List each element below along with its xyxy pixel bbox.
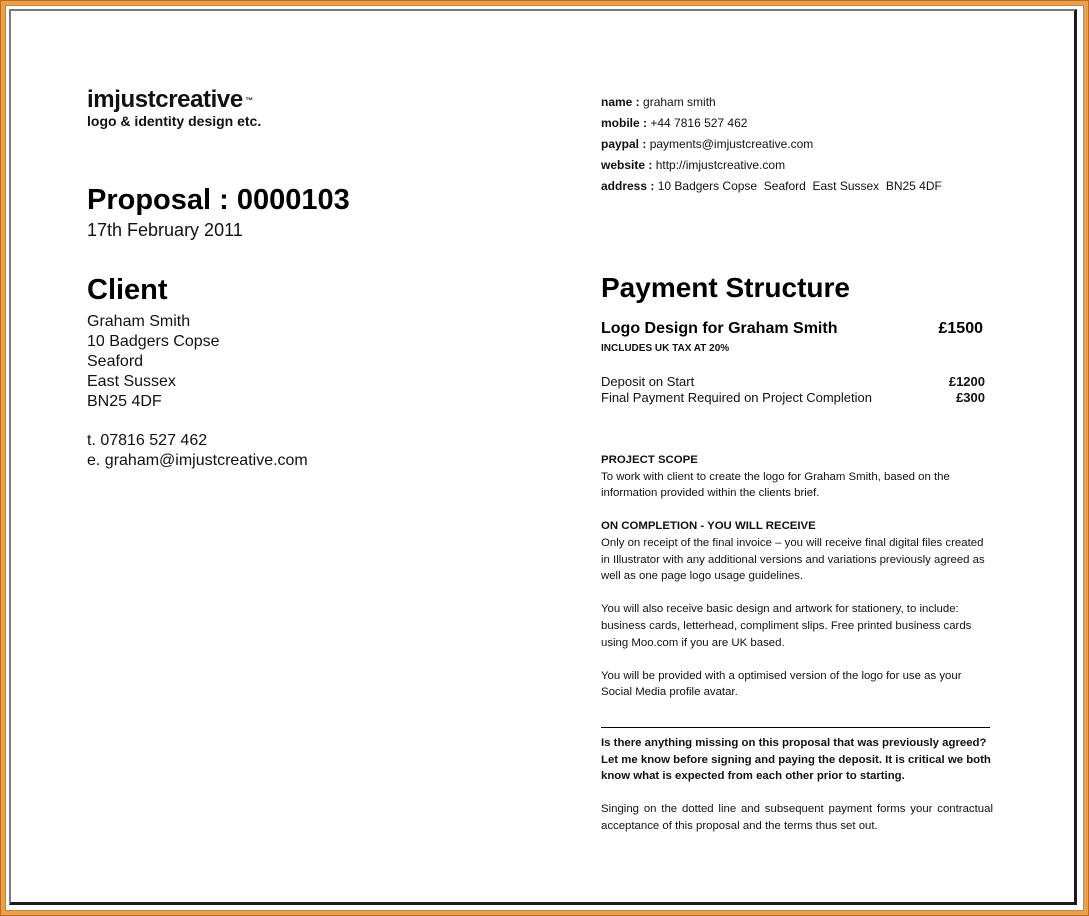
notice-section (601, 735, 993, 835)
contact-key: address : (601, 179, 655, 193)
contact-value: graham smith (643, 95, 716, 109)
installment-amount: £1200 (948, 374, 985, 389)
installment-amount: £300 (956, 390, 985, 405)
contact-key: website : (601, 158, 653, 172)
client-heading: Client (87, 274, 168, 306)
contact-value: payments@imjustcreative.com (649, 137, 814, 151)
proposal-title: Proposal : 0000103 (87, 184, 350, 216)
project-scope-heading: PROJECT SCOPE (601, 454, 698, 466)
contact-key: name : (601, 95, 640, 109)
client-contact (87, 431, 308, 471)
contact-key: paypal : (601, 137, 647, 151)
designer-contact-info (601, 92, 942, 197)
line-item-price: £1500 (938, 320, 983, 337)
terms-section (601, 452, 991, 718)
missing-items-notice: Is there anything missing on this proposal that was previously agreed? Let me know before signing and paying the deposit. It is critical we both know what is expected from each other prior to starting. (601, 737, 991, 783)
trademark-symbol: ™ (245, 96, 253, 105)
client-address-line: Seaford (87, 353, 144, 370)
contact-value: http://imjustcreative.com (655, 158, 786, 172)
divider-line (601, 727, 990, 728)
installments (601, 374, 985, 406)
proposal-date: 17th February 2011 (87, 220, 243, 240)
contact-row-address (601, 176, 942, 197)
client-address (87, 312, 220, 412)
contact-row-name (601, 92, 942, 113)
completion-text: Only on receipt of the final invoice – you will receive final digital files created in Illustrator with any additional versions and variations previously agreed as well as one page logo usage guidelines. (601, 536, 985, 583)
stationery-text: You will also receive basic design and artwork for stationery, to include: business cards, letterhead, compliment slips. Free printed business cards using Moo.com if you are UK based. (601, 603, 972, 649)
client-email: e. graham@imjustcreative.com (87, 452, 308, 469)
line-item-row (601, 318, 985, 340)
brand-logo (87, 87, 261, 129)
contact-value: 10 Badgers Copse Seaford East Sussex BN25 4DF (657, 179, 942, 193)
client-address-line: BN25 4DF (87, 393, 162, 410)
client-address-line: Graham Smith (87, 313, 191, 330)
client-phone: t. 07816 527 462 (87, 432, 208, 449)
completion-heading: ON COMPLETION - YOU WILL RECEIVE (601, 520, 816, 533)
project-scope-text: To work with client to create the logo for Graham Smith, based on the information provided within the clients brief. (601, 470, 950, 500)
avatar-text: You will be provided with a optimised version of the logo for use as your Social Media profile avatar. (601, 669, 962, 699)
installment-row (601, 390, 985, 406)
contact-row-website (601, 155, 942, 176)
signing-notice: Singing on the dotted line and subsequent payment forms your contractual acceptance of this proposal and the terms thus set out. (601, 803, 993, 832)
installment-label: Final Payment Required on Project Completion (601, 390, 872, 405)
proposal-sheet (9, 9, 1077, 905)
installment-label: Deposit on Start (601, 374, 695, 389)
contact-row-paypal (601, 134, 942, 155)
payment-structure-heading: Payment Structure (601, 272, 850, 303)
installment-row (601, 374, 985, 390)
brand-tagline: logo & identity design etc. (87, 113, 262, 129)
client-address-line: East Sussex (87, 373, 176, 390)
client-address-line: 10 Badgers Copse (87, 333, 220, 350)
brand-name (87, 86, 253, 113)
line-item-title: Logo Design for Graham Smith (601, 320, 838, 337)
line-item (601, 318, 985, 357)
contact-row-mobile (601, 113, 942, 134)
brand-name-text: imjustcreative (87, 86, 243, 113)
tax-note: INCLUDES UK TAX AT 20% (601, 343, 730, 354)
contact-value: +44 7816 527 462 (650, 116, 748, 130)
contact-key: mobile : (601, 116, 648, 130)
